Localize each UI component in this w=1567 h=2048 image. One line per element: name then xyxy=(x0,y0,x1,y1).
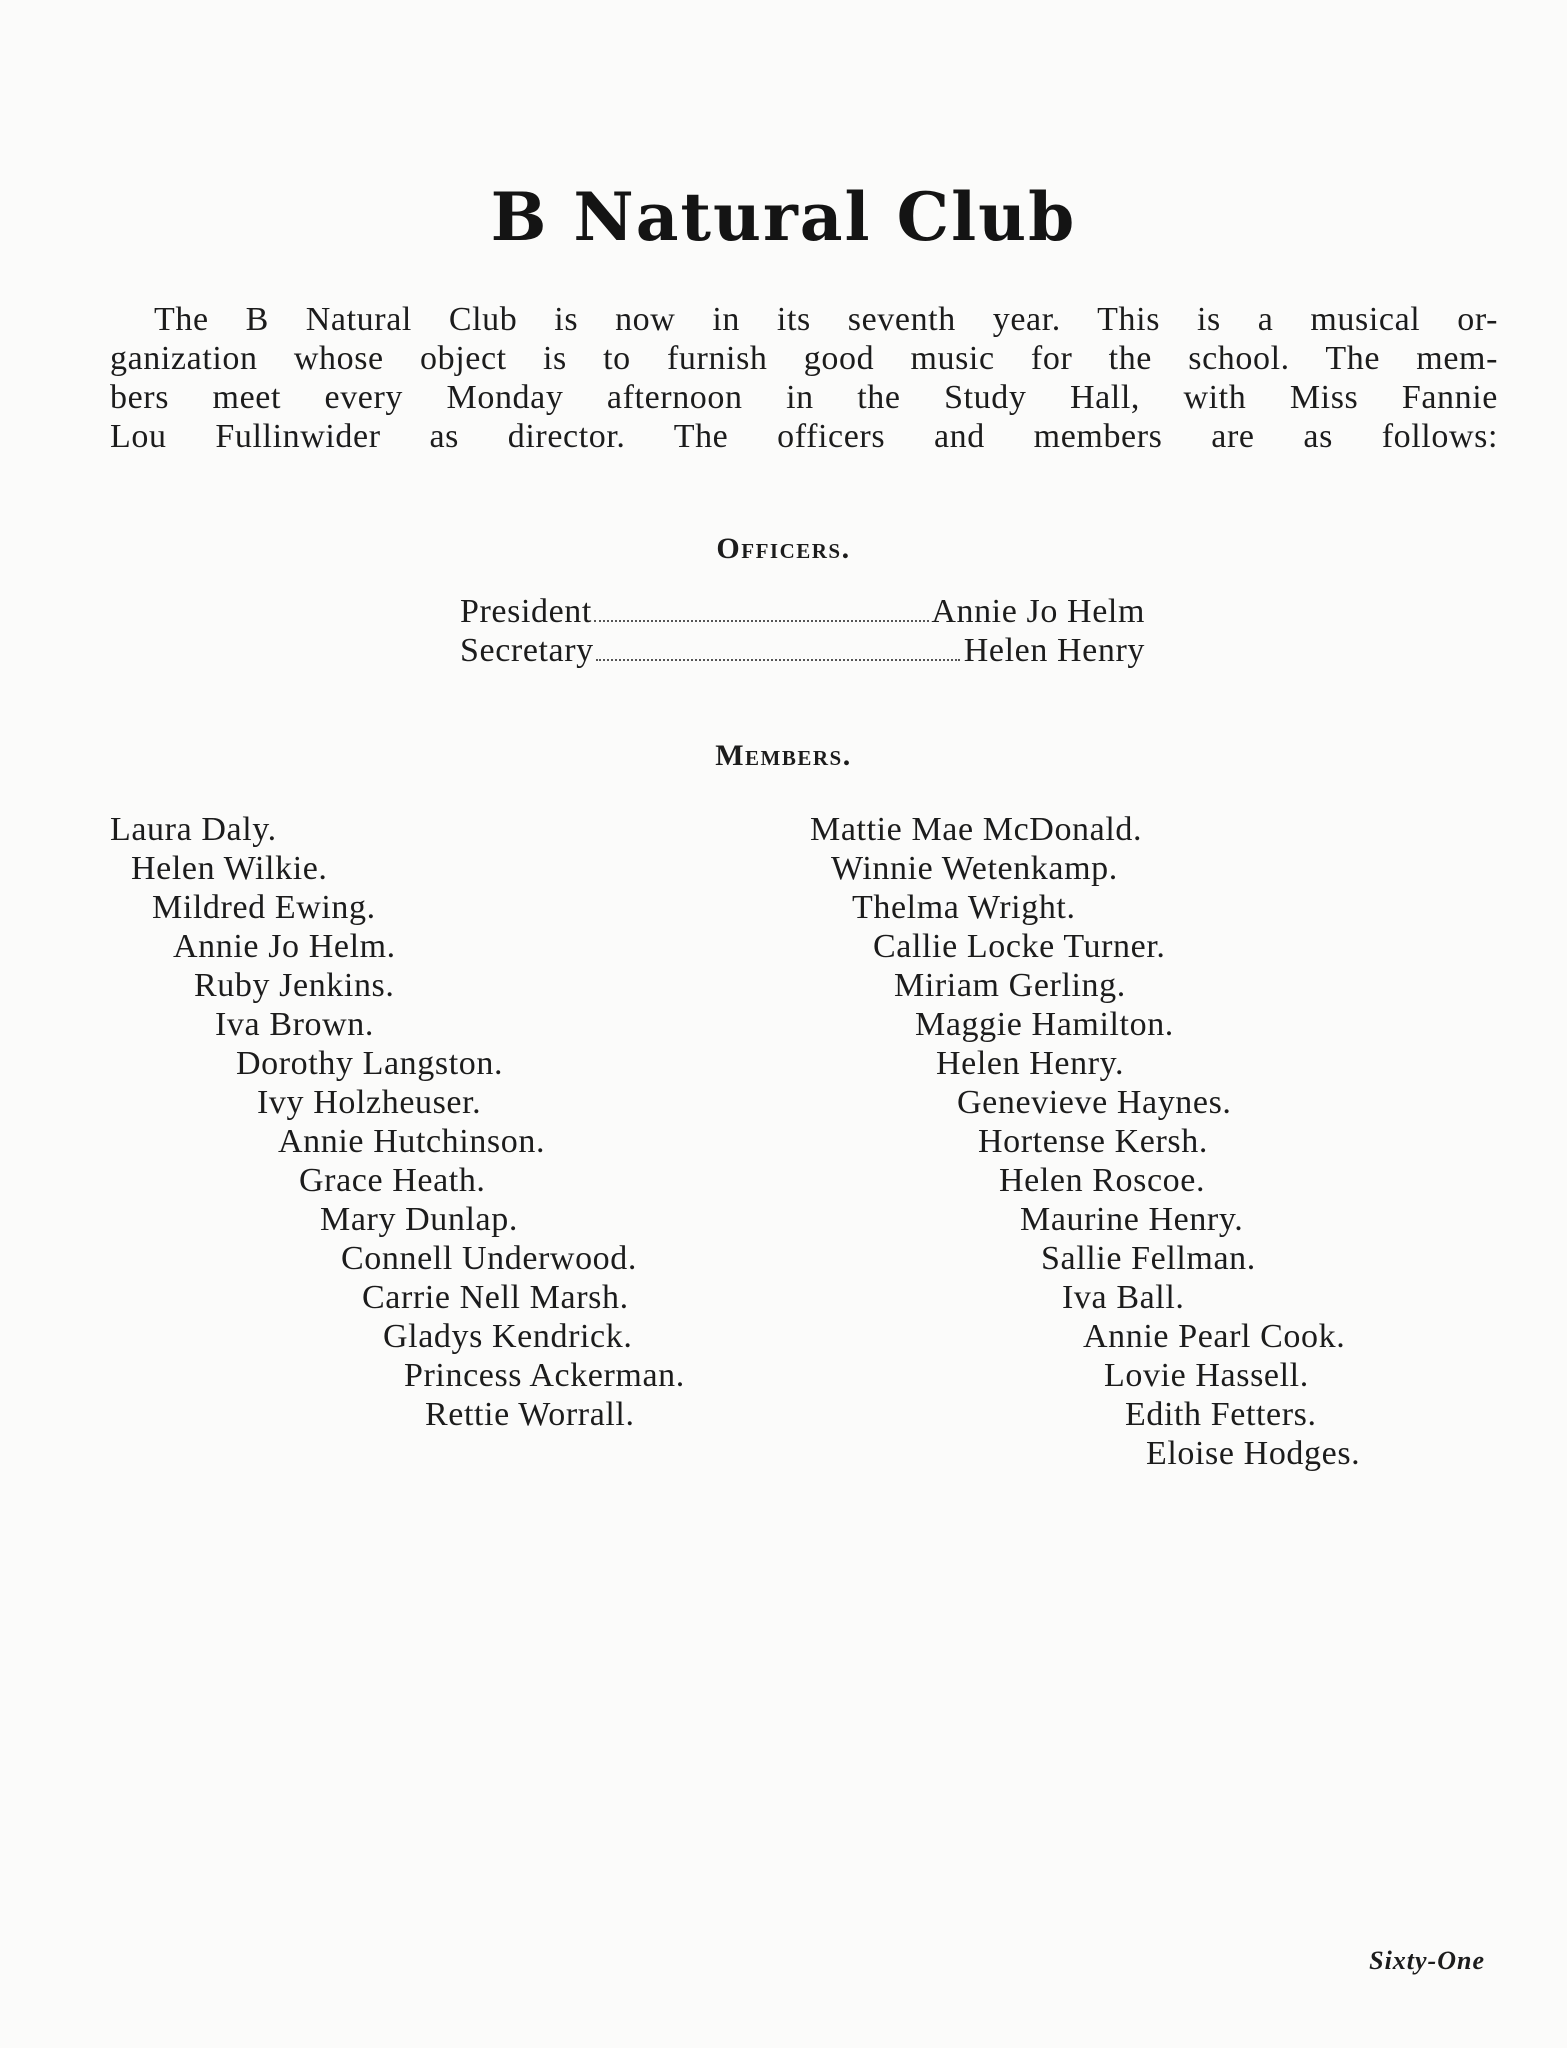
member-name: Ivy Holzheuser. xyxy=(257,1084,482,1121)
member-name: Maurine Henry. xyxy=(1020,1201,1244,1238)
members-left-column xyxy=(110,810,685,1434)
page-title: B Natural Club xyxy=(490,178,1077,256)
officer-role: President xyxy=(460,593,592,630)
member-name: Hortense Kersh. xyxy=(978,1123,1208,1160)
member-name: Edith Fetters. xyxy=(1125,1396,1317,1433)
officer-name: Annie Jo Helm xyxy=(931,593,1145,630)
member-name: Princess Ackerman. xyxy=(404,1357,685,1394)
members-right-column xyxy=(810,810,1360,1473)
member-name: Helen Roscoe. xyxy=(999,1162,1206,1199)
member-name: Carrie Nell Marsh. xyxy=(362,1279,629,1316)
member-name: Iva Ball. xyxy=(1062,1279,1185,1316)
intro-line: Lou Fullinwider as director. The officers and members are as follows: xyxy=(110,418,1498,455)
member-name: Gladys Kendrick. xyxy=(383,1318,633,1355)
member-name: Genevieve Haynes. xyxy=(957,1084,1232,1121)
officer-row xyxy=(460,592,1145,631)
member-name: Annie Pearl Cook. xyxy=(1083,1318,1346,1355)
dot-leader xyxy=(594,620,929,622)
member-name: Eloise Hodges. xyxy=(1146,1435,1361,1472)
dot-leader xyxy=(596,659,960,661)
member-name: Annie Jo Helm. xyxy=(173,928,396,965)
member-name: Mattie Mae McDonald. xyxy=(810,811,1143,848)
member-name: Laura Daly. xyxy=(110,811,277,848)
member-name: Mildred Ewing. xyxy=(152,889,376,926)
member-name: Callie Locke Turner. xyxy=(873,928,1166,965)
member-name: Maggie Hamilton. xyxy=(915,1006,1174,1043)
member-name: Connell Underwood. xyxy=(341,1240,637,1277)
page-number: Sixty-One xyxy=(1369,1946,1485,1975)
member-name: Dorothy Langston. xyxy=(236,1045,504,1082)
member-name: Sallie Fellman. xyxy=(1041,1240,1256,1277)
intro-line: bers meet every Monday afternoon in the Study Hall, with Miss Fannie xyxy=(110,379,1498,416)
intro-line: The B Natural Club is now in its seventh year. This is a musical or- xyxy=(154,301,1498,338)
intro-paragraph xyxy=(110,300,1498,456)
officer-role: Secretary xyxy=(460,632,594,669)
member-name: Ruby Jenkins. xyxy=(194,967,395,1004)
member-name: Thelma Wright. xyxy=(852,889,1076,926)
members-heading: Members. xyxy=(715,739,852,772)
member-name: Annie Hutchinson. xyxy=(278,1123,546,1160)
officer-name: Helen Henry xyxy=(963,632,1145,669)
officers-list xyxy=(460,592,1145,670)
member-name: Winnie Wetenkamp. xyxy=(831,850,1118,887)
intro-line: ganization whose object is to furnish good music for the school. The mem- xyxy=(110,340,1498,377)
member-name: Helen Henry. xyxy=(936,1045,1125,1082)
member-name: Iva Brown. xyxy=(215,1006,374,1043)
member-name: Rettie Worrall. xyxy=(425,1396,635,1433)
officers-heading: Officers. xyxy=(716,532,851,565)
member-name: Helen Wilkie. xyxy=(131,850,328,887)
member-name: Miriam Gerling. xyxy=(894,967,1126,1004)
member-name: Lovie Hassell. xyxy=(1104,1357,1309,1394)
officer-row xyxy=(460,631,1145,670)
member-name: Mary Dunlap. xyxy=(320,1201,518,1238)
member-name: Grace Heath. xyxy=(299,1162,486,1199)
